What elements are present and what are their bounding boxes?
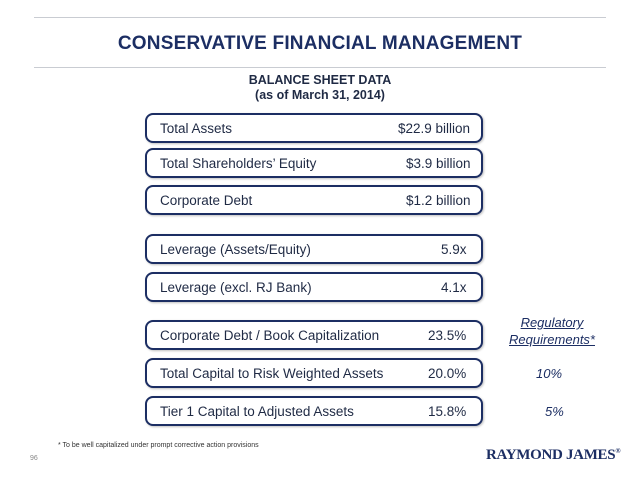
metric-value: 5.9x <box>441 242 467 257</box>
metric-row-debt-book-cap <box>145 320 483 350</box>
top-divider <box>34 17 606 18</box>
metric-label: Corporate Debt <box>160 193 253 208</box>
regulatory-tier1: 5% <box>545 404 564 419</box>
subtitle-heading: BALANCE SHEET DATA <box>248 73 392 87</box>
metric-row-leverage <box>145 234 483 264</box>
metric-value: 20.0% <box>428 366 467 381</box>
slide-title: CONSERVATIVE FINANCIAL MANAGEMENT <box>117 33 523 54</box>
footnote: * To be well capitalized under prompt corrective action provisions <box>58 442 259 449</box>
metric-label: Total Assets <box>160 121 233 136</box>
metric-label: Corporate Debt / Book Capitalization <box>160 328 380 343</box>
metric-value: $3.9 billion <box>406 156 471 171</box>
metric-value: $1.2 billion <box>406 193 471 208</box>
logo-text: RAYMOND JAMES <box>486 447 616 463</box>
metric-label: Tier 1 Capital to Adjusted Assets <box>160 404 354 419</box>
metric-row-total-assets <box>145 113 483 143</box>
metric-row-total-capital-rwa <box>145 358 483 388</box>
metric-label: Leverage (excl. RJ Bank) <box>160 280 312 295</box>
subtitle-date: (as of March 31, 2014) <box>255 88 385 102</box>
regulatory-requirements-header <box>496 314 608 348</box>
metric-row-corporate-debt <box>145 185 483 215</box>
metric-label: Total Capital to Risk Weighted Assets <box>160 366 384 381</box>
registered-mark: ® <box>615 447 621 455</box>
metric-value: 23.5% <box>428 328 467 343</box>
metric-label: Leverage (Assets/Equity) <box>160 242 311 257</box>
raymond-james-logo <box>486 447 620 464</box>
page-number: 96 <box>30 455 38 462</box>
regulatory-total-capital: 10% <box>536 366 563 381</box>
metric-value: $22.9 billion <box>398 121 471 136</box>
metric-value: 4.1x <box>441 280 467 295</box>
metric-value: 15.8% <box>428 404 467 419</box>
section-subtitle <box>0 73 640 103</box>
regulatory-header-line1: Regulatory <box>520 315 584 330</box>
title-divider <box>34 67 606 68</box>
metric-label: Total Shareholders’ Equity <box>160 156 317 171</box>
metric-row-leverage-excl-bank <box>145 272 483 302</box>
regulatory-header-line2: Requirements* <box>509 332 595 347</box>
metric-row-tier1-capital <box>145 396 483 426</box>
metric-row-shareholders-equity <box>145 148 483 178</box>
